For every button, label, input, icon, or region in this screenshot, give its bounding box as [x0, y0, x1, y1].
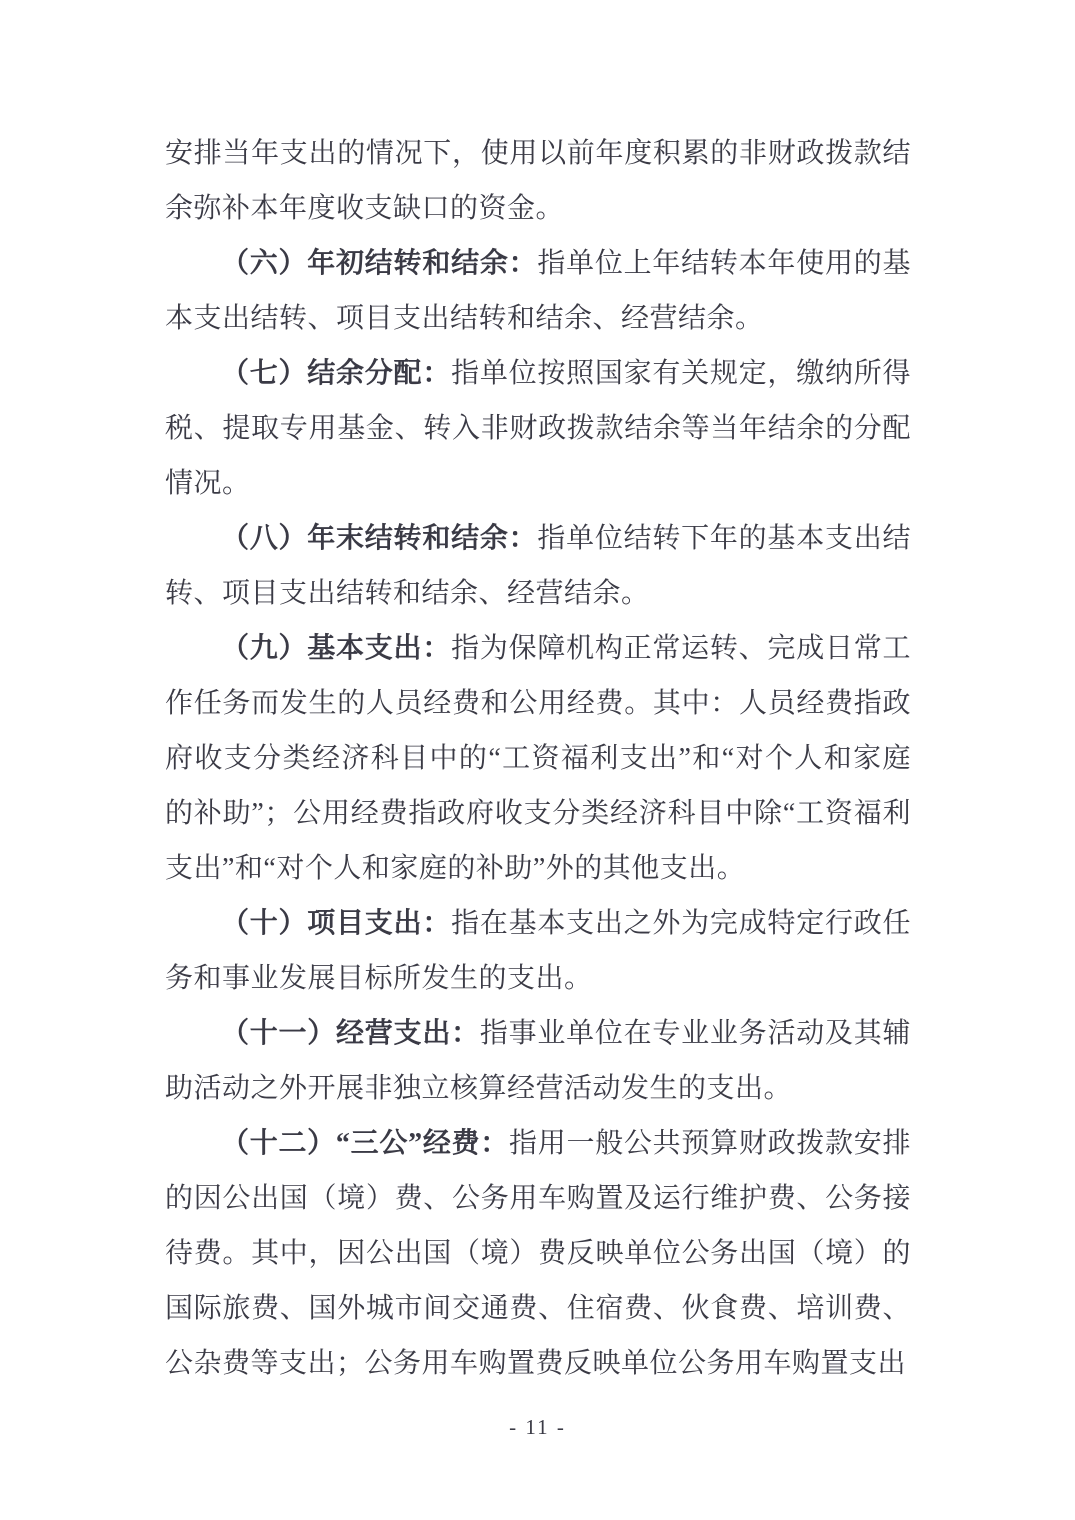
continuation-paragraph [165, 126, 911, 236]
term-label: （十二）“三公”经费： [221, 1128, 510, 1159]
definition-paragraph-12 [165, 1116, 911, 1391]
definition-paragraph-8 [165, 511, 911, 621]
term-label: （八）年末结转和结余： [221, 523, 538, 554]
definition-text: 指单位上年结转本年使用的基本支出结转、项目支出结转和结余、经营结余。 [165, 248, 911, 334]
definition-text: 指单位按照国家有关规定，缴纳所得税、提取专用基金、转入非财政拨款结余等当年结余的分配情况。 [165, 358, 911, 499]
definition-text: 指在基本支出之外为完成特定行政任务和事业发展目标所发生的支出。 [165, 908, 911, 994]
definition-text: 指为保障机构正常运转、完成日常工作任务而发生的人员经费和公用经费。其中：人员经费指政府收支分类经济科目中的“工资福利支出”和“对个人和家庭的补助”；公用经费指政府收支分类经济科目中除“工资福利支出”和“对个人和家庭的补助”外的其他支出。 [165, 633, 911, 884]
definition-paragraph-10 [165, 896, 911, 1006]
term-label: （六）年初结转和结余： [221, 248, 538, 279]
term-label: （十）项目支出： [221, 908, 452, 939]
page-footer [0, 1415, 1075, 1440]
definition-paragraph-6 [165, 236, 911, 346]
definition-paragraph-11 [165, 1006, 911, 1116]
definition-text: 指事业单位在专业业务活动及其辅助活动之外开展非独立核算经营活动发生的支出。 [165, 1018, 911, 1104]
definition-paragraph-7 [165, 346, 911, 511]
document-body [165, 126, 911, 1391]
term-label: （十一）经营支出： [221, 1018, 480, 1049]
definition-text: 指用一般公共预算财政拨款安排的因公出国（境）费、公务用车购置及运行维护费、公务接待费。其中，因公出国（境）费反映单位公务出国（境）的国际旅费、国外城市间交通费、住宿费、伙食费、培训费、公杂费等支出；公务用车购置费反映单位公务用车购置支出 [165, 1128, 911, 1379]
term-label: （七）结余分配： [221, 358, 452, 389]
page-number: - 11 - [509, 1415, 566, 1439]
term-label: （九）基本支出： [221, 633, 452, 664]
definition-text: 指单位结转下年的基本支出结转、项目支出结转和结余、经营结余。 [165, 523, 911, 609]
definition-paragraph-9 [165, 621, 911, 896]
paragraph-text: 安排当年支出的情况下，使用以前年度积累的非财政拨款结余弥补本年度收支缺口的资金。 [165, 138, 911, 224]
